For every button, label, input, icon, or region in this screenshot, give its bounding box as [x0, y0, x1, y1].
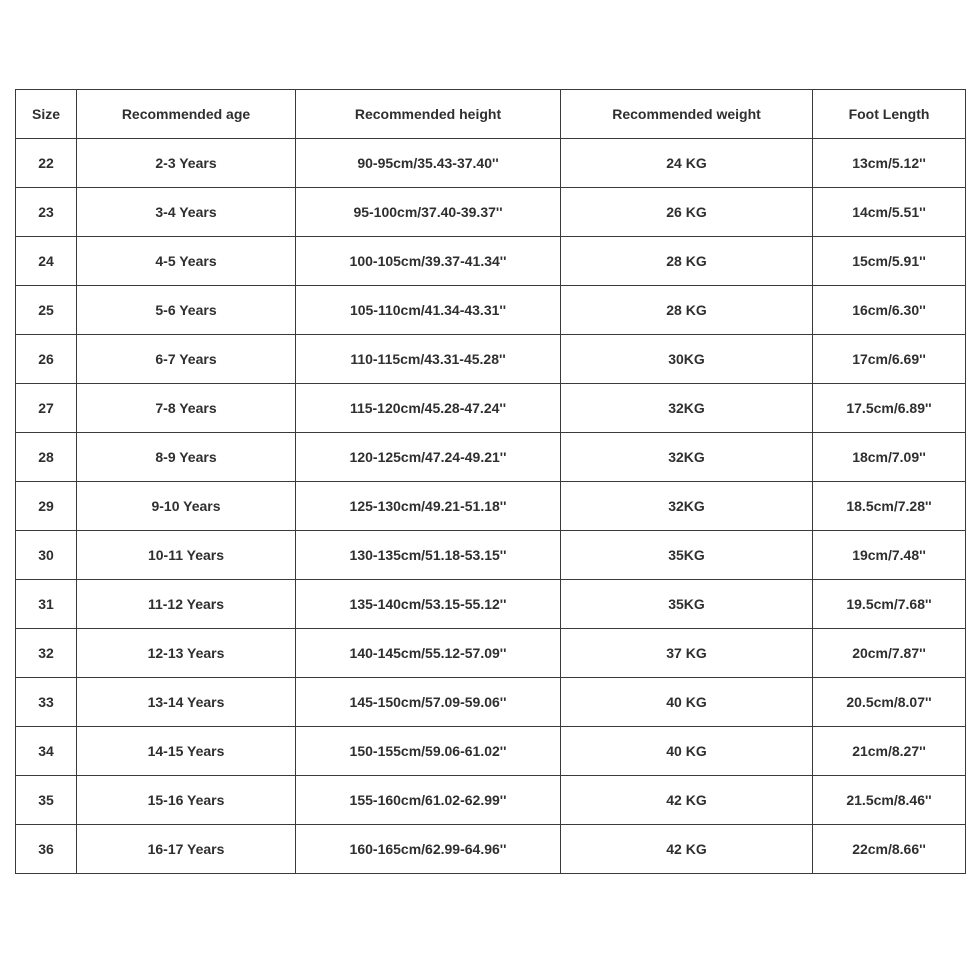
cell-recommended-age: 4-5 Years — [77, 237, 296, 286]
cell-size: 32 — [16, 629, 77, 678]
cell-foot-length: 21cm/8.27'' — [813, 727, 966, 776]
cell-size: 28 — [16, 433, 77, 482]
table-body — [16, 139, 966, 874]
cell-recommended-age: 5-6 Years — [77, 286, 296, 335]
cell-recommended-age: 6-7 Years — [77, 335, 296, 384]
table-row — [16, 678, 966, 727]
cell-foot-length: 20.5cm/8.07'' — [813, 678, 966, 727]
cell-recommended-age: 10-11 Years — [77, 531, 296, 580]
cell-recommended-weight: 24 KG — [561, 139, 813, 188]
cell-size: 35 — [16, 776, 77, 825]
size-chart-table — [15, 89, 966, 874]
cell-size: 33 — [16, 678, 77, 727]
table-row — [16, 237, 966, 286]
cell-size: 36 — [16, 825, 77, 874]
cell-recommended-weight: 30KG — [561, 335, 813, 384]
cell-foot-length: 18cm/7.09'' — [813, 433, 966, 482]
cell-foot-length: 17.5cm/6.89'' — [813, 384, 966, 433]
cell-recommended-height: 105-110cm/41.34-43.31'' — [296, 286, 561, 335]
cell-foot-length: 14cm/5.51'' — [813, 188, 966, 237]
header-recommended-weight: Recommended weight — [561, 90, 813, 139]
cell-recommended-weight: 35KG — [561, 531, 813, 580]
cell-recommended-weight: 40 KG — [561, 727, 813, 776]
cell-recommended-height: 145-150cm/57.09-59.06'' — [296, 678, 561, 727]
cell-recommended-height: 95-100cm/37.40-39.37'' — [296, 188, 561, 237]
table-row — [16, 335, 966, 384]
cell-recommended-age: 9-10 Years — [77, 482, 296, 531]
cell-size: 23 — [16, 188, 77, 237]
header-size: Size — [16, 90, 77, 139]
cell-recommended-weight: 26 KG — [561, 188, 813, 237]
cell-size: 25 — [16, 286, 77, 335]
table-row — [16, 531, 966, 580]
table-row — [16, 580, 966, 629]
table-row — [16, 482, 966, 531]
table-row — [16, 286, 966, 335]
cell-foot-length: 16cm/6.30'' — [813, 286, 966, 335]
cell-size: 24 — [16, 237, 77, 286]
cell-recommended-weight: 35KG — [561, 580, 813, 629]
cell-recommended-height: 150-155cm/59.06-61.02'' — [296, 727, 561, 776]
cell-recommended-height: 100-105cm/39.37-41.34'' — [296, 237, 561, 286]
cell-foot-length: 19.5cm/7.68'' — [813, 580, 966, 629]
cell-recommended-height: 115-120cm/45.28-47.24'' — [296, 384, 561, 433]
cell-foot-length: 19cm/7.48'' — [813, 531, 966, 580]
cell-recommended-age: 3-4 Years — [77, 188, 296, 237]
cell-foot-length: 13cm/5.12'' — [813, 139, 966, 188]
cell-recommended-age: 15-16 Years — [77, 776, 296, 825]
header-recommended-age: Recommended age — [77, 90, 296, 139]
cell-recommended-height: 110-115cm/43.31-45.28'' — [296, 335, 561, 384]
cell-size: 27 — [16, 384, 77, 433]
cell-recommended-age: 11-12 Years — [77, 580, 296, 629]
cell-size: 22 — [16, 139, 77, 188]
cell-recommended-age: 13-14 Years — [77, 678, 296, 727]
cell-recommended-age: 12-13 Years — [77, 629, 296, 678]
cell-recommended-weight: 32KG — [561, 482, 813, 531]
cell-recommended-height: 125-130cm/49.21-51.18'' — [296, 482, 561, 531]
cell-recommended-weight: 32KG — [561, 384, 813, 433]
cell-recommended-weight: 40 KG — [561, 678, 813, 727]
table-row — [16, 384, 966, 433]
cell-recommended-height: 90-95cm/35.43-37.40'' — [296, 139, 561, 188]
cell-size: 31 — [16, 580, 77, 629]
table-row — [16, 629, 966, 678]
cell-recommended-age: 2-3 Years — [77, 139, 296, 188]
cell-recommended-weight: 28 KG — [561, 286, 813, 335]
table-row — [16, 139, 966, 188]
header-recommended-height: Recommended height — [296, 90, 561, 139]
cell-recommended-height: 155-160cm/61.02-62.99'' — [296, 776, 561, 825]
table-header-row — [16, 90, 966, 139]
cell-foot-length: 21.5cm/8.46'' — [813, 776, 966, 825]
header-foot-length: Foot Length — [813, 90, 966, 139]
table-row — [16, 825, 966, 874]
cell-recommended-weight: 32KG — [561, 433, 813, 482]
cell-recommended-height: 120-125cm/47.24-49.21'' — [296, 433, 561, 482]
cell-recommended-age: 14-15 Years — [77, 727, 296, 776]
cell-recommended-age: 16-17 Years — [77, 825, 296, 874]
cell-recommended-age: 7-8 Years — [77, 384, 296, 433]
cell-foot-length: 17cm/6.69'' — [813, 335, 966, 384]
table-row — [16, 188, 966, 237]
cell-recommended-weight: 28 KG — [561, 237, 813, 286]
cell-recommended-age: 8-9 Years — [77, 433, 296, 482]
table-row — [16, 727, 966, 776]
cell-recommended-weight: 37 KG — [561, 629, 813, 678]
cell-recommended-weight: 42 KG — [561, 776, 813, 825]
cell-foot-length: 22cm/8.66'' — [813, 825, 966, 874]
cell-recommended-height: 130-135cm/51.18-53.15'' — [296, 531, 561, 580]
cell-recommended-height: 135-140cm/53.15-55.12'' — [296, 580, 561, 629]
cell-foot-length: 20cm/7.87'' — [813, 629, 966, 678]
cell-size: 26 — [16, 335, 77, 384]
table-row — [16, 776, 966, 825]
cell-recommended-height: 160-165cm/62.99-64.96'' — [296, 825, 561, 874]
cell-size: 34 — [16, 727, 77, 776]
cell-size: 30 — [16, 531, 77, 580]
cell-size: 29 — [16, 482, 77, 531]
cell-foot-length: 15cm/5.91'' — [813, 237, 966, 286]
cell-recommended-weight: 42 KG — [561, 825, 813, 874]
cell-recommended-height: 140-145cm/55.12-57.09'' — [296, 629, 561, 678]
table-row — [16, 433, 966, 482]
cell-foot-length: 18.5cm/7.28'' — [813, 482, 966, 531]
